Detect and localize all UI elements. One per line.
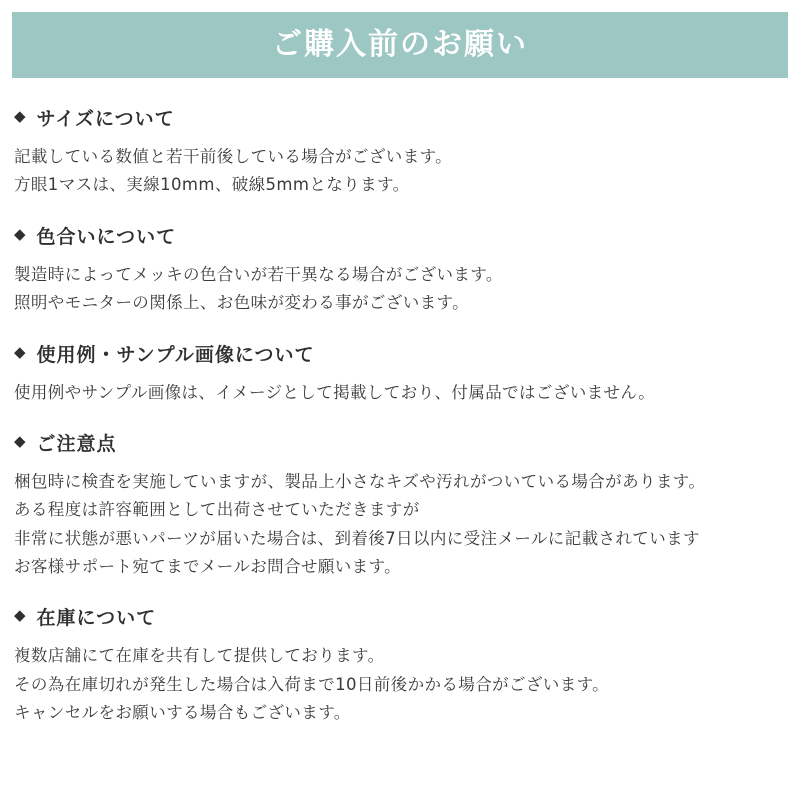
- diamond-icon: ◆: [14, 224, 27, 243]
- section-heading-label: サイズについて: [36, 108, 175, 130]
- notice-content: [0, 104, 800, 728]
- body-line: その為在庫切れが発生した場合は入荷まで10日前後かかる場合がございます。: [14, 674, 610, 694]
- section-heading-label: ご注意点: [36, 432, 117, 455]
- body-line: 照明やモニターの関係上、お色味が変わる事がございます。: [14, 293, 469, 313]
- diamond-icon: ◆: [14, 107, 27, 125]
- section-heading-label: 使用例・サンプル画像について: [36, 343, 315, 366]
- notice-section-color: [14, 222, 786, 318]
- body-line: 製造時によってメッキの色合いが若干異なる場合がございます。: [14, 264, 503, 284]
- notice-page: [0, 12, 800, 812]
- page-banner: [12, 12, 788, 78]
- section-heading: [14, 222, 786, 249]
- section-heading: [14, 603, 786, 630]
- body-line: 非常に状態が悪いパーツが届いた場合は、到着後7日以内に受注メールに記載されています: [14, 528, 700, 548]
- body-line: キャンセルをお願いする場合もございます。: [14, 703, 351, 723]
- section-heading: [14, 429, 786, 456]
- body-line: 使用例やサンプル画像は、イメージとして掲載しており、付属品ではございません。: [14, 382, 656, 402]
- notice-section-size: [14, 104, 786, 200]
- body-line: 梱包時に検査を実施していますが、製品上小さなキズや汚れがついている場合があります。: [14, 471, 706, 491]
- body-line: ある程度は許容範囲として出荷させていただきますが: [14, 500, 420, 520]
- page-title: ご購入前のお願い: [272, 27, 528, 62]
- section-body: [14, 261, 786, 318]
- section-body: [14, 468, 786, 582]
- body-line: 記載している数値と若干前後している場合がございます。: [14, 147, 453, 166]
- section-heading: [14, 104, 786, 131]
- section-body: [14, 642, 786, 727]
- diamond-icon: ◆: [14, 431, 27, 450]
- body-line: 複数店舗にて在庫を共有して提供しております。: [14, 646, 385, 666]
- notice-section-caution: [14, 429, 786, 582]
- body-line: お客様サポート宛てまでメールお問合せ願います。: [14, 557, 402, 576]
- section-heading-label: 色合いについて: [36, 225, 177, 248]
- notice-section-sample-image: [14, 340, 786, 407]
- section-body: [14, 379, 786, 407]
- section-heading: [14, 340, 786, 367]
- body-line: 方眼1マスは、実線10mm、破線5mmとなります。: [14, 175, 410, 195]
- notice-section-stock: [14, 603, 786, 727]
- section-heading-label: 在庫について: [36, 607, 157, 630]
- diamond-icon: ◆: [14, 342, 27, 361]
- section-body: [14, 143, 786, 200]
- diamond-icon: ◆: [14, 606, 27, 625]
